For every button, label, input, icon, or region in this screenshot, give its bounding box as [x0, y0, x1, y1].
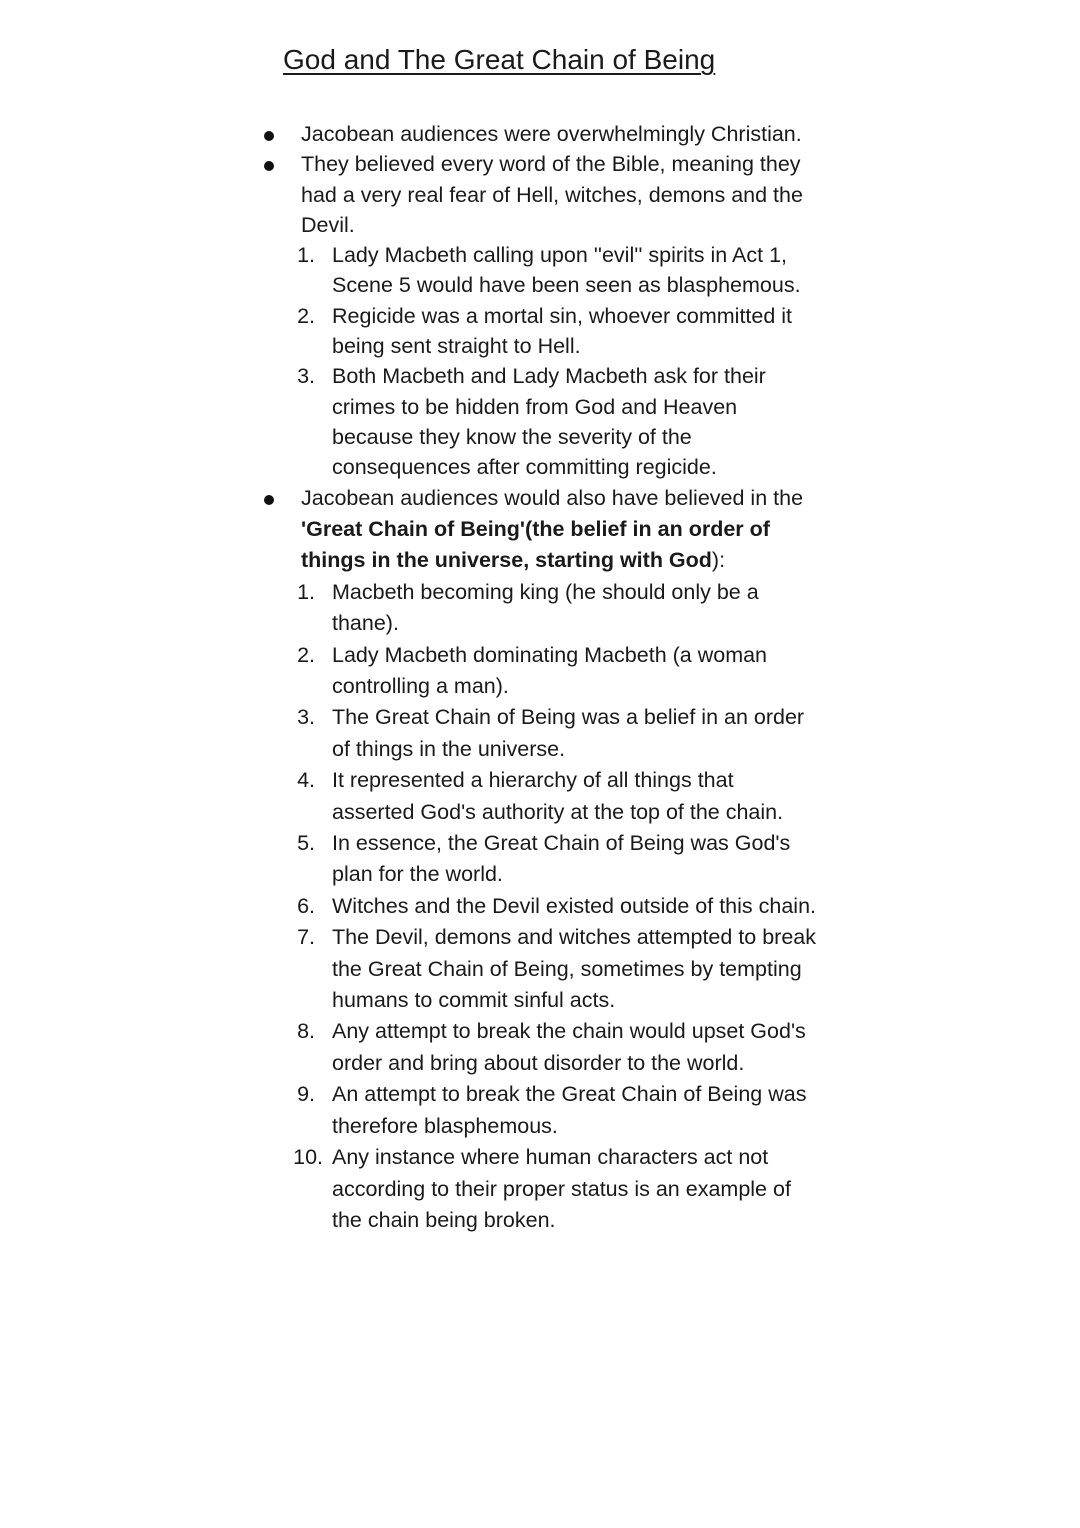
list-item: [258, 1142, 818, 1236]
list-number: 7.: [297, 925, 315, 950]
list-item-text: The Great Chain of Being was a belief in an order of things in the universe.: [332, 705, 805, 761]
list-item: [258, 765, 818, 828]
list-item-text: Lady Macbeth calling upon ''evil'' spirits in Act 1, Scene 5 would have been seen as blasphemous.: [332, 243, 801, 298]
list-item-text: It represented a hierarchy of all things that asserted God's authority at the top of the chain.: [332, 768, 784, 824]
bullet-text: They believed every word of the Bible, meaning they had a very real fear of Hell, witches, demons and the Devil.: [301, 152, 803, 237]
bullet-bold-text: 'Great Chain of Being'(the belief in an order of things in the universe, starting with God: [301, 516, 770, 573]
list-item-text: An attempt to break the Great Chain of Being was therefore blasphemous.: [332, 1082, 807, 1138]
list-item-text: The Devil, demons and witches attempted to break the Great Chain of Being, sometimes by tempting humans to commit sinful acts.: [332, 925, 817, 1013]
list-item-text: Both Macbeth and Lady Macbeth ask for their crimes to be hidden from God and Heaven because they know the severity of the consequences after committing regicide.: [332, 364, 766, 480]
list-number: 2.: [297, 642, 315, 667]
list-number: 1.: [297, 579, 315, 604]
list-number: 10.: [293, 1145, 323, 1170]
list-number: 5.: [297, 831, 315, 856]
list-number: 8.: [297, 1019, 315, 1044]
bullet-text: Jacobean audiences were overwhelmingly Christian.: [301, 122, 802, 146]
numbered-list-religion: [258, 240, 818, 482]
list-item: [258, 1079, 818, 1142]
list-item-text: Witches and the Devil existed outside of this chain.: [332, 893, 817, 918]
list-item: [258, 1016, 818, 1079]
numbered-list-chain: [258, 577, 818, 1237]
list-item-text: Any instance where human characters act not according to their proper status is an example of the chain being broken.: [332, 1145, 791, 1232]
bullet-item: [258, 483, 818, 577]
bullet-text-end: ):: [711, 548, 726, 573]
list-number: 9.: [297, 1082, 315, 1107]
list-item: [258, 702, 818, 765]
list-number: 1.: [297, 243, 315, 268]
bullet-item: [258, 119, 818, 149]
list-item-text: Macbeth becoming king (he should only be a thane).: [332, 579, 759, 636]
list-number: 3.: [297, 705, 315, 730]
list-item: [258, 922, 818, 1016]
list-number: 3.: [297, 364, 315, 389]
list-number: 4.: [297, 768, 315, 793]
notes-body: [258, 119, 818, 1236]
list-item: [258, 301, 818, 362]
list-number: 2.: [297, 303, 315, 328]
bullet-item: [258, 149, 818, 240]
list-item: [258, 891, 818, 922]
list-number: 6.: [297, 893, 315, 918]
list-item: [258, 640, 818, 703]
bullet-text: Jacobean audiences would also have believed in the: [301, 485, 804, 510]
bullet-dot-icon: [264, 131, 274, 141]
page-title: God and The Great Chain of Being: [283, 44, 716, 75]
list-item-text: Regicide was a mortal sin, whoever committed it being sent straight to Hell.: [332, 303, 793, 359]
list-item: [258, 361, 818, 482]
bullet-dot-icon: [264, 495, 274, 505]
bullet-dot-icon: [264, 161, 274, 171]
list-item-text: In essence, the Great Chain of Being was God's plan for the world.: [332, 831, 791, 887]
list-item-text: Any attempt to break the chain would upset God's order and bring about disorder to the world.: [332, 1019, 806, 1075]
list-item: [258, 828, 818, 891]
list-item-text: Lady Macbeth dominating Macbeth (a woman controlling a man).: [332, 642, 768, 698]
list-item: [258, 577, 818, 640]
list-item: [258, 240, 818, 301]
